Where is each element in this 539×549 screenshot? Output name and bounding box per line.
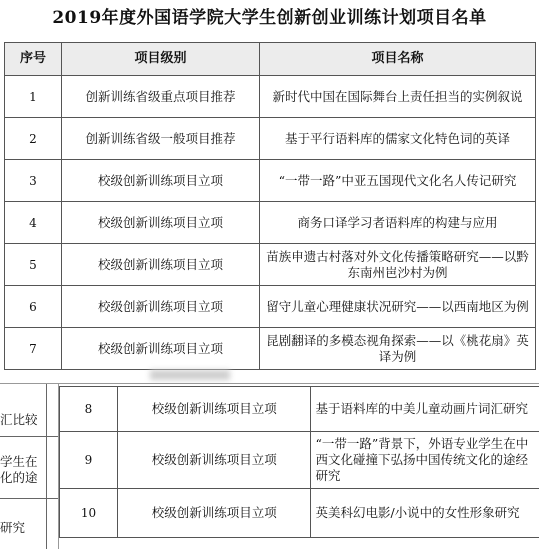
row-level: 创新训练省级重点项目推荐 — [62, 76, 260, 118]
table-row — [5, 244, 536, 286]
fragment-text: 研究 — [0, 520, 54, 536]
table-header-row — [5, 43, 536, 76]
table-row — [5, 160, 536, 202]
row-level: 创新训练省级一般项目推荐 — [62, 118, 260, 160]
row-no: 1 — [5, 76, 62, 118]
page-title: 2019年度外国语学院大学生创新创业训练计划项目名单 — [0, 2, 539, 34]
row-no: 8 — [60, 387, 118, 432]
table-row — [5, 286, 536, 328]
project-table-continued — [59, 386, 539, 538]
divider — [0, 436, 58, 437]
table-row — [5, 202, 536, 244]
row-level: 校级创新训练项目立项 — [117, 387, 311, 432]
row-no: 4 — [5, 202, 62, 244]
row-level: 校级创新训练项目立项 — [62, 160, 260, 202]
row-level: 校级创新训练项目立项 — [117, 489, 311, 538]
row-name: “一带一路”中亚五国现代文化名人传记研究 — [260, 160, 536, 202]
row-level: 校级创新训练项目立项 — [62, 244, 260, 286]
fragment-text: 学生在 — [0, 454, 54, 470]
row-level: 校级创新训练项目立项 — [62, 286, 260, 328]
row-level: 校级创新训练项目立项 — [117, 432, 311, 489]
table-row — [60, 432, 539, 489]
blurred-overlap — [150, 370, 230, 380]
header-name: 项目名称 — [260, 43, 536, 76]
row-name: “一带一路”背景下，外语专业学生在中西文化碰撞下弘扬中国传统文化的途经研究 — [311, 432, 539, 489]
table-row — [5, 76, 536, 118]
row-name: 基于平行语料库的儒家文化特色词的英译 — [260, 118, 536, 160]
row-no: 3 — [5, 160, 62, 202]
table-row — [5, 328, 536, 370]
header-level: 项目级别 — [62, 43, 260, 76]
table-row — [60, 489, 539, 538]
row-name: 昆剧翻译的多模态视角探索——以《桃花扇》英译为例 — [260, 328, 536, 370]
row-no: 7 — [5, 328, 62, 370]
row-no: 2 — [5, 118, 62, 160]
row-level: 校级创新训练项目立项 — [62, 328, 260, 370]
row-name: 基于语料库的中美儿童动画片词汇研究 — [311, 387, 539, 432]
project-table — [4, 42, 536, 370]
row-no: 5 — [5, 244, 62, 286]
row-name: 新时代中国在国际舞台上责任担当的实例叙说 — [260, 76, 536, 118]
fragment-text: 化的途 — [0, 470, 54, 486]
row-no: 10 — [60, 489, 118, 538]
left-cropped-fragment — [0, 383, 58, 549]
fragment-text: 汇比较 — [0, 412, 54, 428]
row-name: 商务口译学习者语料库的构建与应用 — [260, 202, 536, 244]
row-no: 6 — [5, 286, 62, 328]
table-row — [60, 387, 539, 432]
table-continuation-snippet — [58, 383, 539, 549]
row-name: 留守儿童心理健康状况研究——以西南地区为例 — [260, 286, 536, 328]
divider — [0, 498, 58, 499]
table-row — [5, 118, 536, 160]
header-no: 序号 — [5, 43, 62, 76]
row-level: 校级创新训练项目立项 — [62, 202, 260, 244]
row-name: 苗族申遗古村落对外文化传播策略研究——以黔东南州岜沙村为例 — [260, 244, 536, 286]
row-name: 英美科幻电影/小说中的女性形象研究 — [311, 489, 539, 538]
row-no: 9 — [60, 432, 118, 489]
